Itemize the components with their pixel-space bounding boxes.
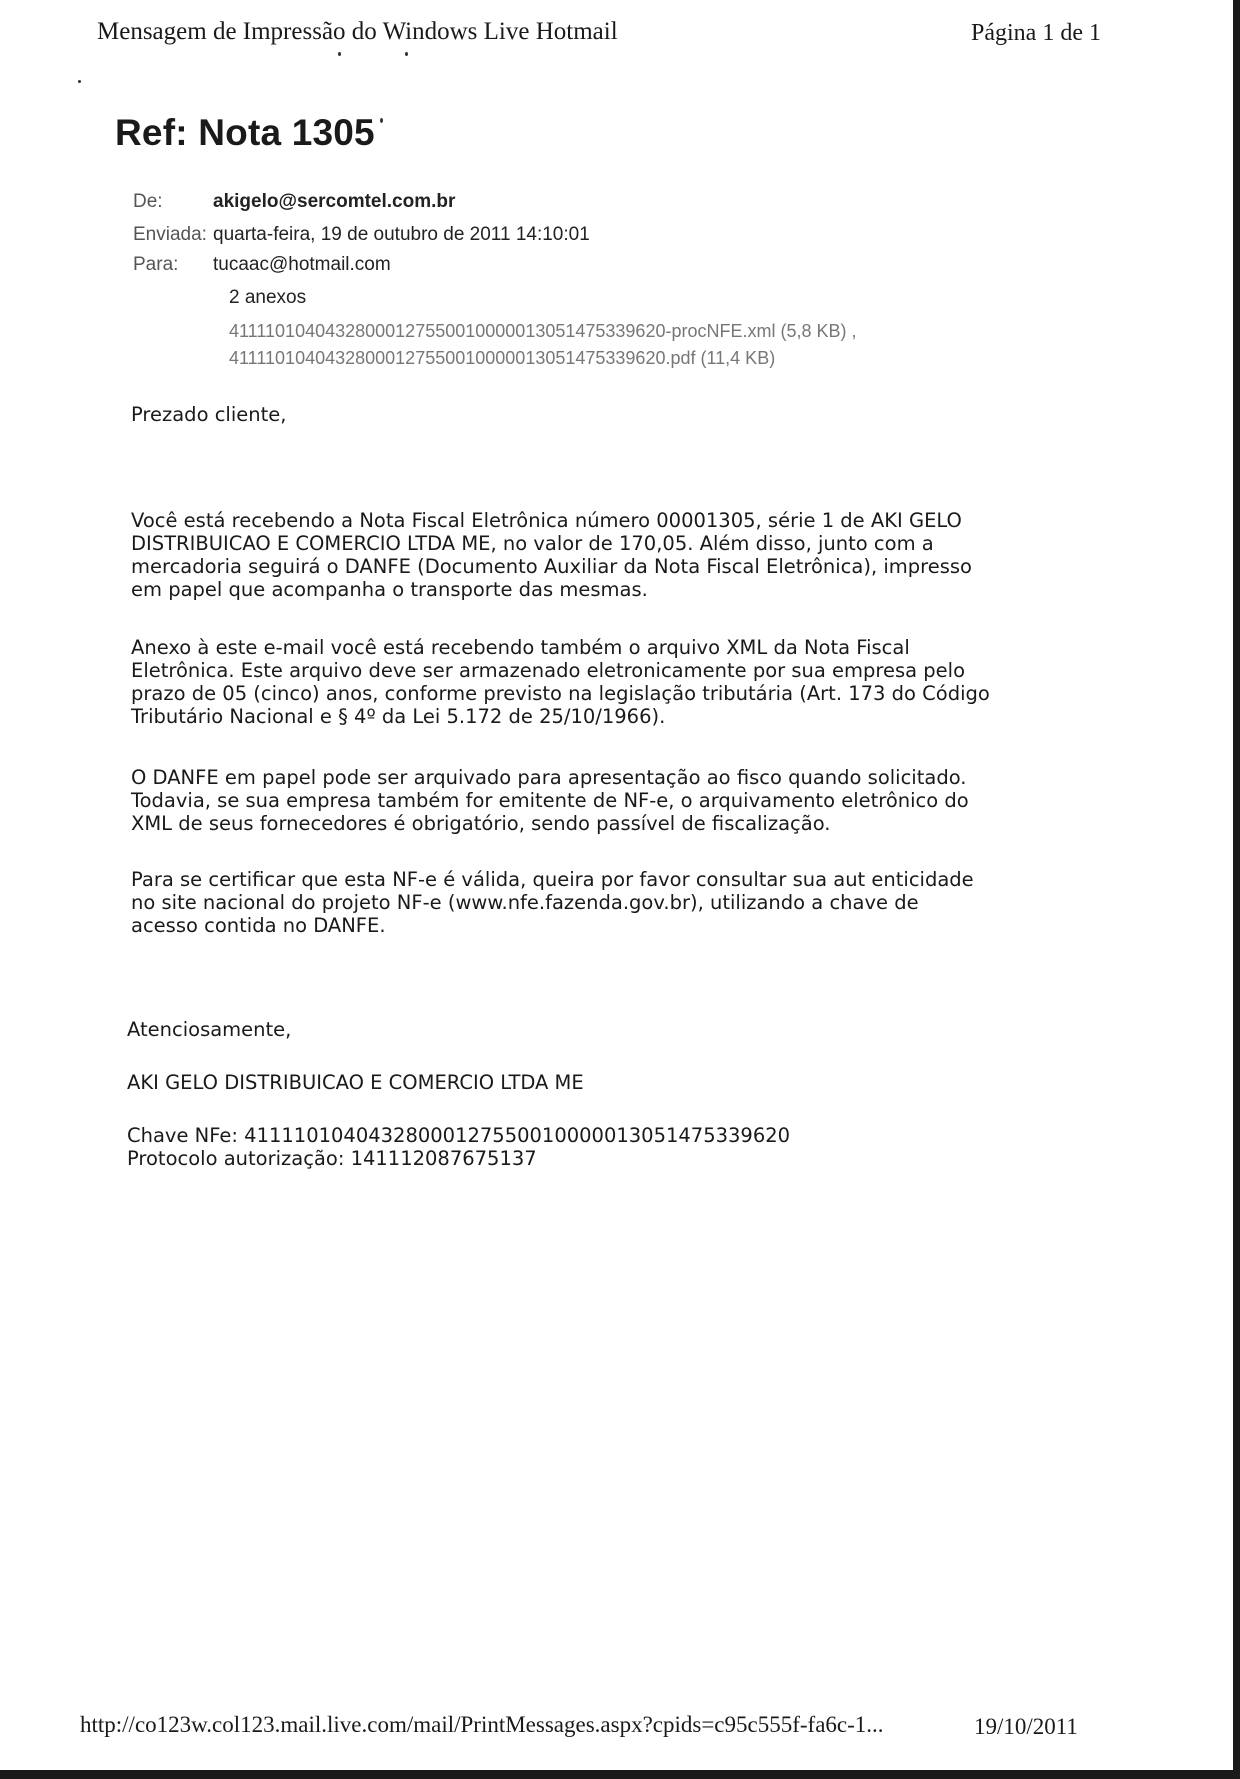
recipient-email[interactable]: tucaac@hotmail.com: [213, 254, 391, 275]
print-app-title: Mensagem de Impressão do Windows Live Hotmail: [97, 18, 618, 45]
company-signature: AKI GELO DISTRIBUICAO E COMERCIO LTDA ME: [127, 1071, 584, 1094]
body-paragraph: Você está recebendo a Nota Fiscal Eletrônica número 00001305, série 1 de AKI GELO DISTRIBUICAO E COMERCIO LTDA ME, no valor de 170,05. Além disso, junto com a mercadoria seguirá o DANFE (Documento Auxiliar da Nota Fiscal Eletrônica), impresso em papel que acompanha o transporte das mesmas.: [131, 509, 972, 601]
from-label: De:: [133, 191, 163, 212]
authorization-protocol: Protocolo autorização: 141112087675137: [127, 1147, 537, 1170]
nfe-key: Chave NFe: 41111010404328000127550010000013051475339620: [127, 1124, 791, 1147]
scan-speck: [338, 52, 341, 56]
greeting: Prezado cliente,: [131, 403, 287, 426]
print-date: 19/10/2011: [974, 1714, 1078, 1739]
body-paragraph: O DANFE em papel pode ser arquivado para apresentação ao fisco quando solicitado. Todavia, se sua empresa também for emitente de NF-e, o arquivamento eletrônico do XML de seus fornecedores é obrigatório, sendo passível de fiscalização.: [131, 766, 969, 835]
print-source-url: http://co123w.col123.mail.live.com/mail/PrintMessages.aspx?cpids=c95c555f-fa6c-1...: [80, 1712, 884, 1737]
nfe-details: [127, 1124, 1087, 1170]
scan-speck: [405, 52, 408, 56]
message-subject: Ref: Nota 1305: [115, 112, 375, 153]
scan-speck: [78, 80, 81, 83]
body-paragraph: Para se certificar que esta NF-e é válida, queira por favor consultar sua aut enticidade no site nacional do projeto NF-e (www.nfe.fazenda.gov.br), utilizando a chave de acesso contida no DANFE.: [131, 868, 974, 937]
attachments-count: 2 anexos: [229, 287, 307, 308]
attachment-link[interactable]: 41111010404328000127550010000013051475339620.pdf (11,4 KB): [229, 348, 776, 368]
sent-date: quarta-feira, 19 de outubro de 2011 14:10:01: [213, 224, 590, 245]
sent-label: Enviada:: [133, 224, 207, 245]
scan-speck: [380, 118, 383, 123]
closing: Atenciosamente,: [127, 1018, 292, 1041]
body-paragraph: Anexo à este e-mail você está recebendo também o arquivo XML da Nota Fiscal Eletrônica. Este arquivo deve ser armazenado eletronicamente por sua empresa pelo prazo de 05 (cinco) anos, conforme previsto na legislação tributária (Art. 173 do Código Tributário Nacional e § 4º da Lei 5.172 de 25/10/1966).: [131, 636, 990, 728]
to-label: Para:: [133, 254, 179, 275]
attachment-link[interactable]: 41111010404328000127550010000013051475339620-procNFE.xml (5,8 KB) ,: [229, 321, 857, 341]
sender-email[interactable]: akigelo@sercomtel.com.br: [213, 191, 456, 212]
print-page-number: Página 1 de 1: [971, 20, 1101, 46]
